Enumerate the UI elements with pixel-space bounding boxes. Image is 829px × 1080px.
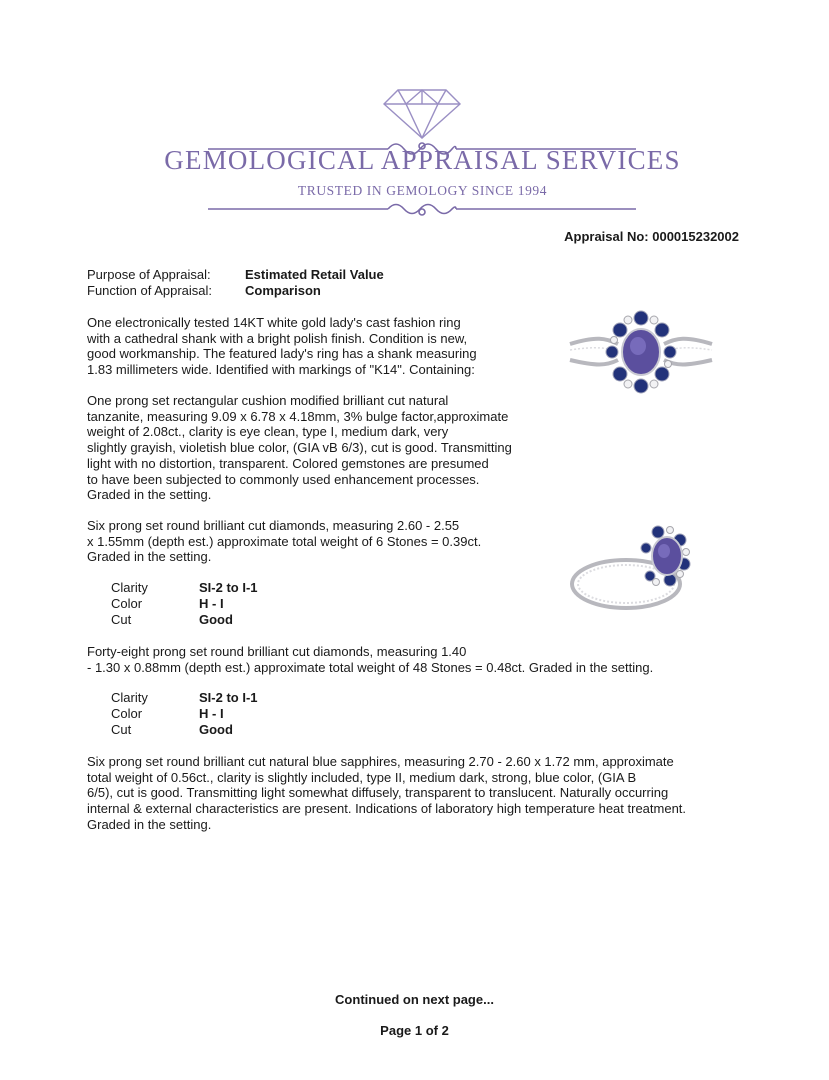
diamond-icon	[384, 90, 460, 138]
grade-value: H - I	[199, 596, 224, 611]
grade-value: Good	[199, 612, 233, 627]
grade-label: Cut	[111, 612, 132, 627]
grade-value: Good	[199, 722, 233, 737]
text-line: weight of 2.08ct., clarity is eye clean, type I, medium dark, very	[87, 424, 449, 440]
grade-label: Clarity	[111, 580, 148, 595]
text-line: slightly grayish, violetish blue color, (GIA vB 6/3), cut is good. Transmitting	[87, 440, 512, 456]
text-line: to have been subjected to commonly used enhancement processes.	[87, 471, 480, 487]
purpose-value: Estimated Retail Value	[245, 267, 384, 282]
grade-value: SI-2 to I-1	[199, 580, 258, 595]
text-line: One electronically tested 14KT white gold lady's cast fashion ring	[87, 315, 461, 330]
text-line: light with no distortion, transparent. Colored gemstones are presumed	[87, 455, 489, 471]
text-line: 1.83 millimeters wide. Identified with markings of "K14". Containing:	[87, 362, 475, 378]
text-line: x 1.55mm (depth est.) approximate total weight of 6 Stones = 0.39ct.	[87, 533, 482, 549]
text-line: Six prong set round brilliant cut diamonds, measuring 2.60 - 2.55	[87, 518, 460, 533]
grade-label: Clarity	[111, 690, 148, 705]
company-logo	[0, 0, 829, 230]
function-value: Comparison	[245, 283, 321, 298]
function-label: Function of Appraisal:	[87, 283, 213, 298]
grade-value: H - I	[199, 706, 224, 721]
sapphires-description	[87, 754, 686, 833]
page-number: Page 1 of 2	[380, 1023, 449, 1038]
text-line: total weight of 0.56ct., clarity is slightly included, type II, medium dark, strong, blue color, (GIA B	[87, 769, 637, 785]
text-line: tanzanite, measuring 9.09 x 6.78 x 4.18mm, 3% bulge factor,approximate	[87, 408, 509, 424]
fortyeight-diamonds-description	[87, 644, 653, 675]
text-line: Graded in the setting.	[87, 816, 212, 832]
company-name: GEMOLOGICAL APPRAISAL SERVICES	[164, 145, 681, 175]
purpose-label: Purpose of Appraisal:	[87, 267, 211, 282]
text-line: Six prong set round brilliant cut natural blue sapphires, measuring 2.70 - 2.60 x 1.72 mm, approximate	[87, 754, 674, 769]
six-diamonds-description	[87, 518, 481, 565]
company-tagline: TRUSTED IN GEMOLOGY SINCE 1994	[297, 183, 548, 198]
ring-angled-view-image	[566, 518, 706, 618]
grade-label: Color	[111, 596, 143, 611]
grade-label: Cut	[111, 722, 132, 737]
text-line: Graded in the setting.	[87, 487, 212, 503]
tanzanite-description	[87, 393, 512, 503]
text-line: good workmanship. The featured lady's ring has a shank measuring	[87, 346, 477, 362]
text-line: 6/5), cut is good. Transmitting light somewhat diffusely, transparent to translucent. Naturally occurring	[87, 785, 669, 801]
grade-label: Color	[111, 706, 143, 721]
text-line: with a cathedral shank with a bright polish finish. Condition is new,	[87, 330, 468, 346]
continued-notice: Continued on next page...	[335, 992, 494, 1007]
grade-value: SI-2 to I-1	[199, 690, 258, 705]
ring-top-view-image	[566, 300, 716, 410]
appraisal-number: Appraisal No: 000015232002	[564, 229, 739, 244]
text-line: Graded in the setting.	[87, 549, 212, 565]
ring-description	[87, 315, 477, 378]
text-line: Forty-eight prong set round brilliant cut diamonds, measuring 1.40	[87, 644, 467, 659]
bottom-divider-ornament	[208, 205, 636, 216]
text-line: - 1.30 x 0.88mm (depth est.) approximate total weight of 48 Stones = 0.48ct. Graded in the setting.	[87, 659, 654, 675]
text-line: One prong set rectangular cushion modified brilliant cut natural	[87, 393, 449, 408]
text-line: internal & external characteristics are present. Indications of laboratory high temperature heat treatment.	[87, 801, 687, 817]
